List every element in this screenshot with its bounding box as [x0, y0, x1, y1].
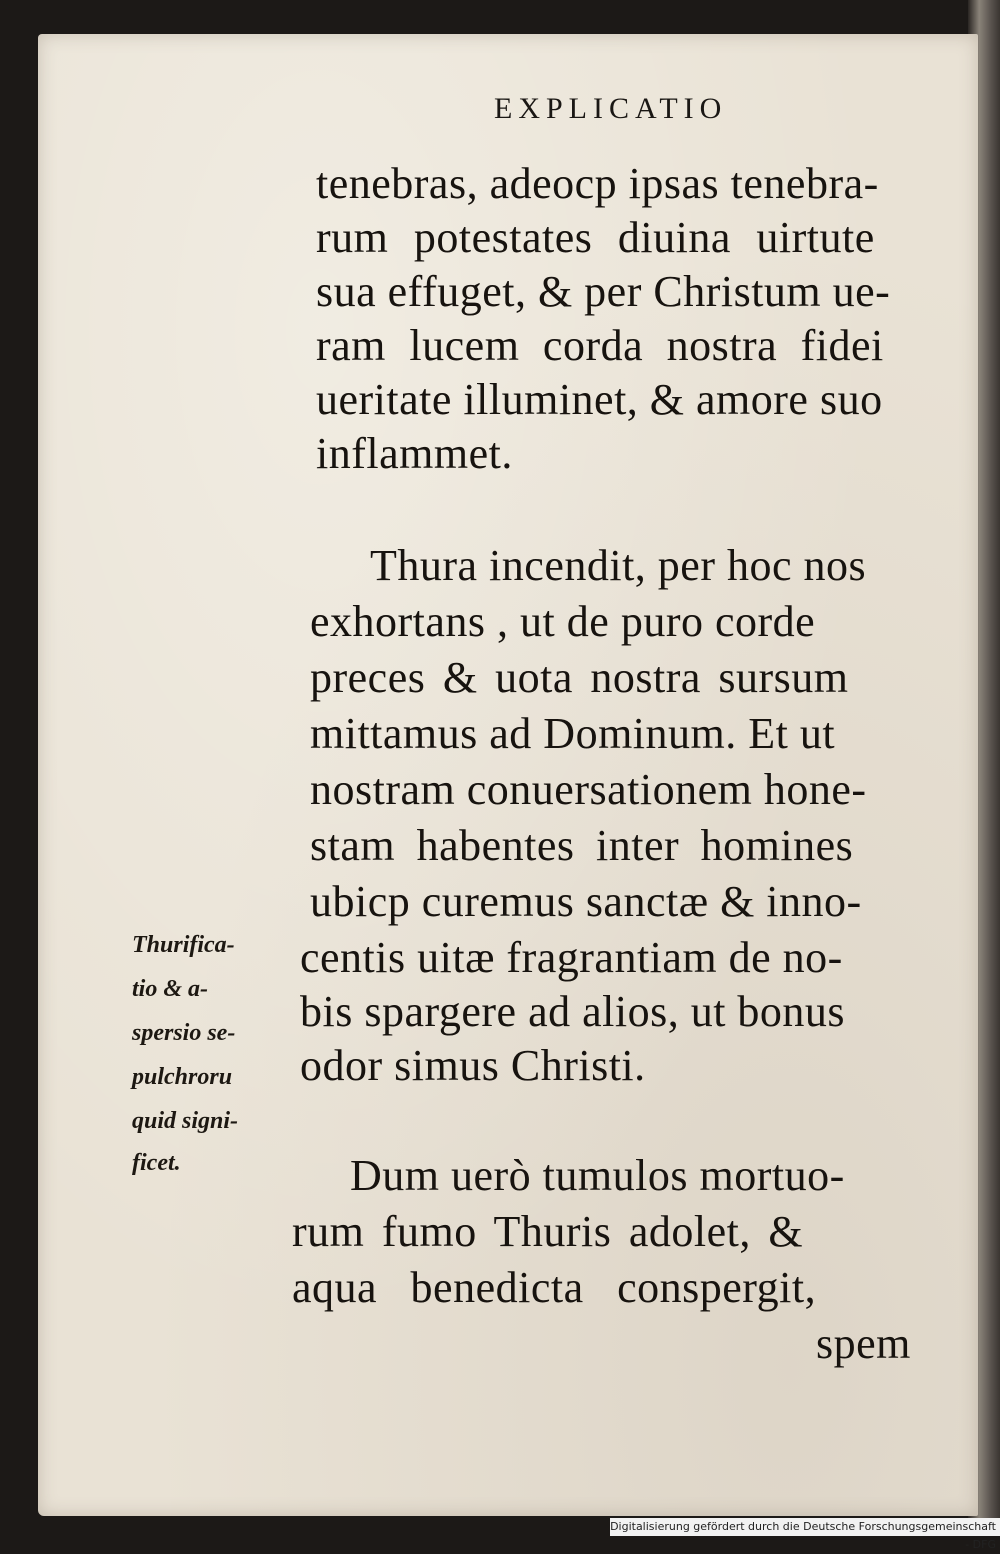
margin-note-line-4: pulchroru	[132, 1064, 233, 1090]
body-line-6: inflammet.	[316, 429, 513, 478]
running-head: EXPLICATIO	[494, 92, 728, 125]
body-line-15: bis spargere ad alios, ut bonus	[300, 987, 846, 1036]
body-line-17: Dum uerò tumulos mortuo-	[350, 1151, 845, 1200]
body-line-2: rum potestates diuina uirtute	[316, 213, 875, 262]
body-line-18: rum fumo Thuris adolet, &	[292, 1207, 804, 1256]
body-line-19: aqua benedicta conspergit,	[292, 1263, 817, 1312]
digitization-credit: Digitalisierung gefördert durch die Deutsche Forschungsgemeinschaft - DFG	[610, 1518, 1000, 1536]
body-line-4: ram lucem corda nostra fidei	[316, 321, 884, 370]
body-line-10: mittamus ad Dominum. Et ut	[310, 709, 836, 758]
margin-note-line-3: spersio se-	[132, 1020, 236, 1046]
body-line-9: preces & uota nostra sursum	[310, 653, 849, 702]
body-line-1: tenebras, adeocp ipsas tenebra-	[316, 159, 879, 208]
margin-note-line-2: tio & a-	[132, 976, 208, 1002]
body-line-20: spem	[816, 1319, 911, 1368]
body-line-16: odor simus Christi.	[300, 1041, 646, 1090]
body-line-14: centis uitæ fragrantiam de no-	[300, 933, 843, 982]
body-line-3: sua effuget, & per Christum ue-	[316, 267, 891, 316]
body-line-12: stam habentes inter homines	[310, 821, 854, 870]
body-line-13: ubicp curemus sanctæ & inno-	[310, 877, 862, 926]
margin-note-line-6: ficet.	[132, 1150, 181, 1176]
margin-note-line-5: quid signi-	[132, 1108, 239, 1134]
margin-note-line-1: Thurifica-	[132, 932, 235, 958]
body-line-7: Thura incendit, per hoc nos	[370, 541, 867, 590]
body-line-8: exhortans , ut de puro corde	[310, 597, 816, 646]
body-line-11: nostram conuersationem hone-	[310, 765, 867, 814]
body-line-5: ueritate illuminet, & amore suo	[316, 375, 883, 424]
